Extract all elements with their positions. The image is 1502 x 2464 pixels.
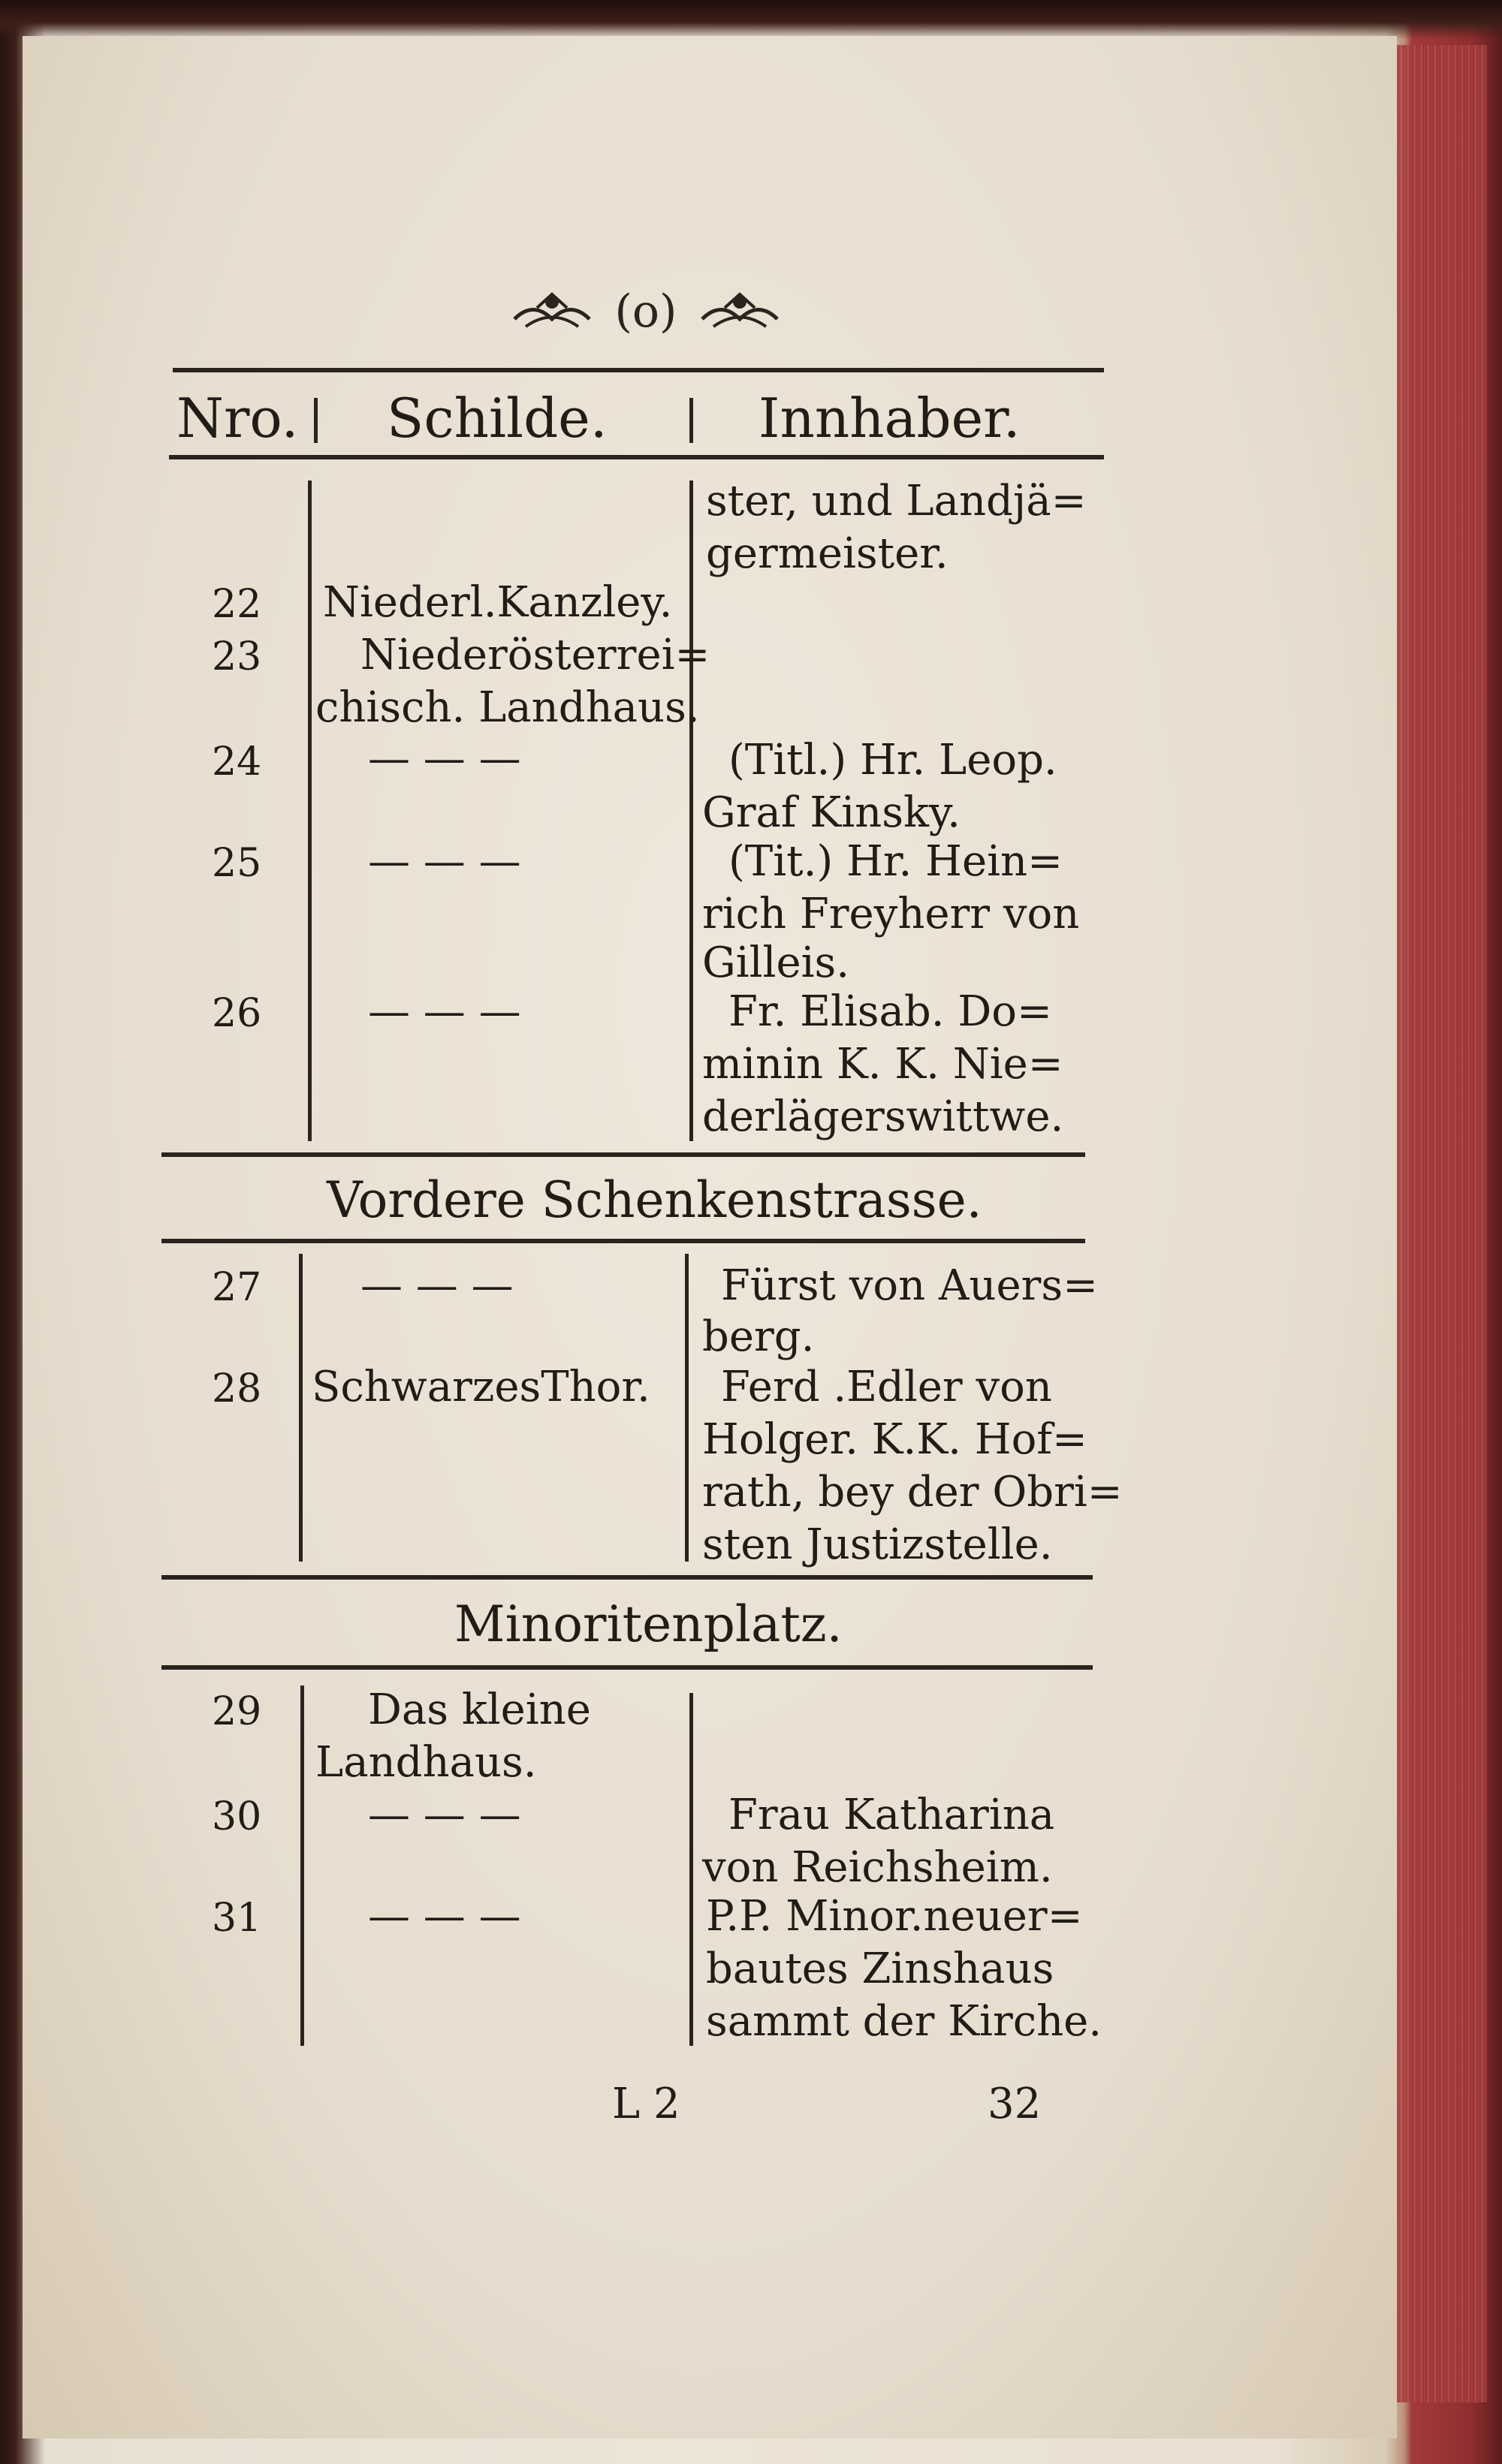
row-schild: Landhaus.: [315, 1738, 537, 1787]
row-schild: Das kleine: [368, 1685, 591, 1734]
row-schild: — — —: [368, 734, 521, 783]
row-inhaber: Fürst von Auers=: [721, 1261, 1099, 1310]
row-number: 23: [212, 634, 262, 679]
page-header: [496, 278, 796, 345]
continuation-line-2: germeister.: [706, 529, 949, 578]
row-inhaber: minin K. K. Nie=: [702, 1040, 1063, 1089]
row-schild: SchwarzesThor.: [312, 1363, 650, 1411]
row-schild: — — —: [368, 1892, 521, 1941]
column-header-nro: Nro.: [176, 387, 299, 450]
row-inhaber: von Reichsheim.: [702, 1843, 1053, 1892]
row-inhaber: Fr. Elisab. Do=: [728, 987, 1052, 1036]
header-divider-1: [314, 398, 318, 443]
section3-bottom-rule: [161, 1665, 1093, 1670]
row-number: 22: [212, 582, 262, 627]
section1-divider-2: [689, 480, 693, 1141]
row-inhaber: P.P. Minor.neuer=: [706, 1892, 1083, 1941]
catchword: 32: [988, 2080, 1042, 2128]
section2-divider-1: [299, 1254, 303, 1562]
right-ornament-icon: [695, 285, 785, 338]
header-bottom-rule: [169, 455, 1104, 459]
row-inhaber: sten Justizstelle.: [702, 1520, 1053, 1569]
section-title-vordere-schenkenstrasse: Vordere Schenkenstrasse.: [327, 1171, 982, 1229]
page-edges-red: [1397, 45, 1487, 2402]
section3-divider-1: [300, 1685, 304, 2046]
row-inhaber: Holger. K.K. Hof=: [702, 1415, 1087, 1464]
row-number: 27: [212, 1265, 262, 1310]
row-inhaber: (Tit.) Hr. Hein=: [728, 837, 1063, 886]
row-inhaber: Ferd .Edler von: [721, 1363, 1052, 1411]
row-inhaber: Graf Kinsky.: [702, 788, 961, 837]
section2-bottom-rule: [161, 1239, 1085, 1243]
row-number: 24: [212, 740, 262, 785]
row-schild: chisch. Landhaus.: [315, 683, 700, 732]
row-schild: — — —: [368, 837, 521, 886]
row-schild: Niederl.Kanzley.: [323, 578, 673, 627]
row-number: 25: [212, 841, 262, 886]
section2-top-rule: [161, 1152, 1085, 1157]
row-number: 30: [212, 1794, 262, 1839]
signature-mark: L 2: [612, 2080, 680, 2128]
continuation-line-1: ster, und Landjä=: [706, 477, 1087, 526]
header-divider-2: [689, 398, 693, 443]
section3-top-rule: [161, 1575, 1093, 1580]
row-schild: — — —: [360, 1261, 514, 1310]
row-inhaber: rath, bey der Obri=: [702, 1468, 1123, 1517]
row-schild: — — —: [368, 1791, 521, 1839]
row-schild: — — —: [368, 987, 521, 1036]
section-title-minoritenplatz: Minoritenplatz.: [454, 1595, 843, 1653]
row-inhaber: sammt der Kirche.: [706, 1997, 1102, 2046]
row-inhaber: berg.: [702, 1312, 815, 1361]
row-number: 26: [212, 991, 262, 1036]
row-inhaber: Frau Katharina: [728, 1791, 1055, 1839]
section3-divider-2: [689, 1693, 693, 2046]
row-inhaber: derlägerswittwe.: [702, 1092, 1064, 1141]
row-schild: Niederösterrei=: [360, 631, 710, 679]
row-number: 28: [212, 1366, 262, 1411]
row-inhaber: rich Freyherr von: [702, 890, 1080, 938]
row-inhaber: (Titl.) Hr. Leop.: [728, 736, 1057, 785]
page-number: (o): [614, 285, 677, 338]
column-header-schilde: Schilde.: [387, 387, 608, 450]
row-inhaber: Gilleis.: [702, 938, 850, 987]
row-number: 31: [212, 1896, 262, 1941]
section1-divider-1: [308, 480, 312, 1141]
header-top-rule: [173, 368, 1104, 372]
section2-divider-2: [685, 1254, 689, 1562]
book-spine-top: [0, 0, 1502, 39]
row-number: 29: [212, 1689, 262, 1734]
column-header-innhaber: Innhaber.: [759, 387, 1021, 450]
row-inhaber: bautes Zinshaus: [706, 1944, 1054, 1993]
left-ornament-icon: [507, 285, 597, 338]
